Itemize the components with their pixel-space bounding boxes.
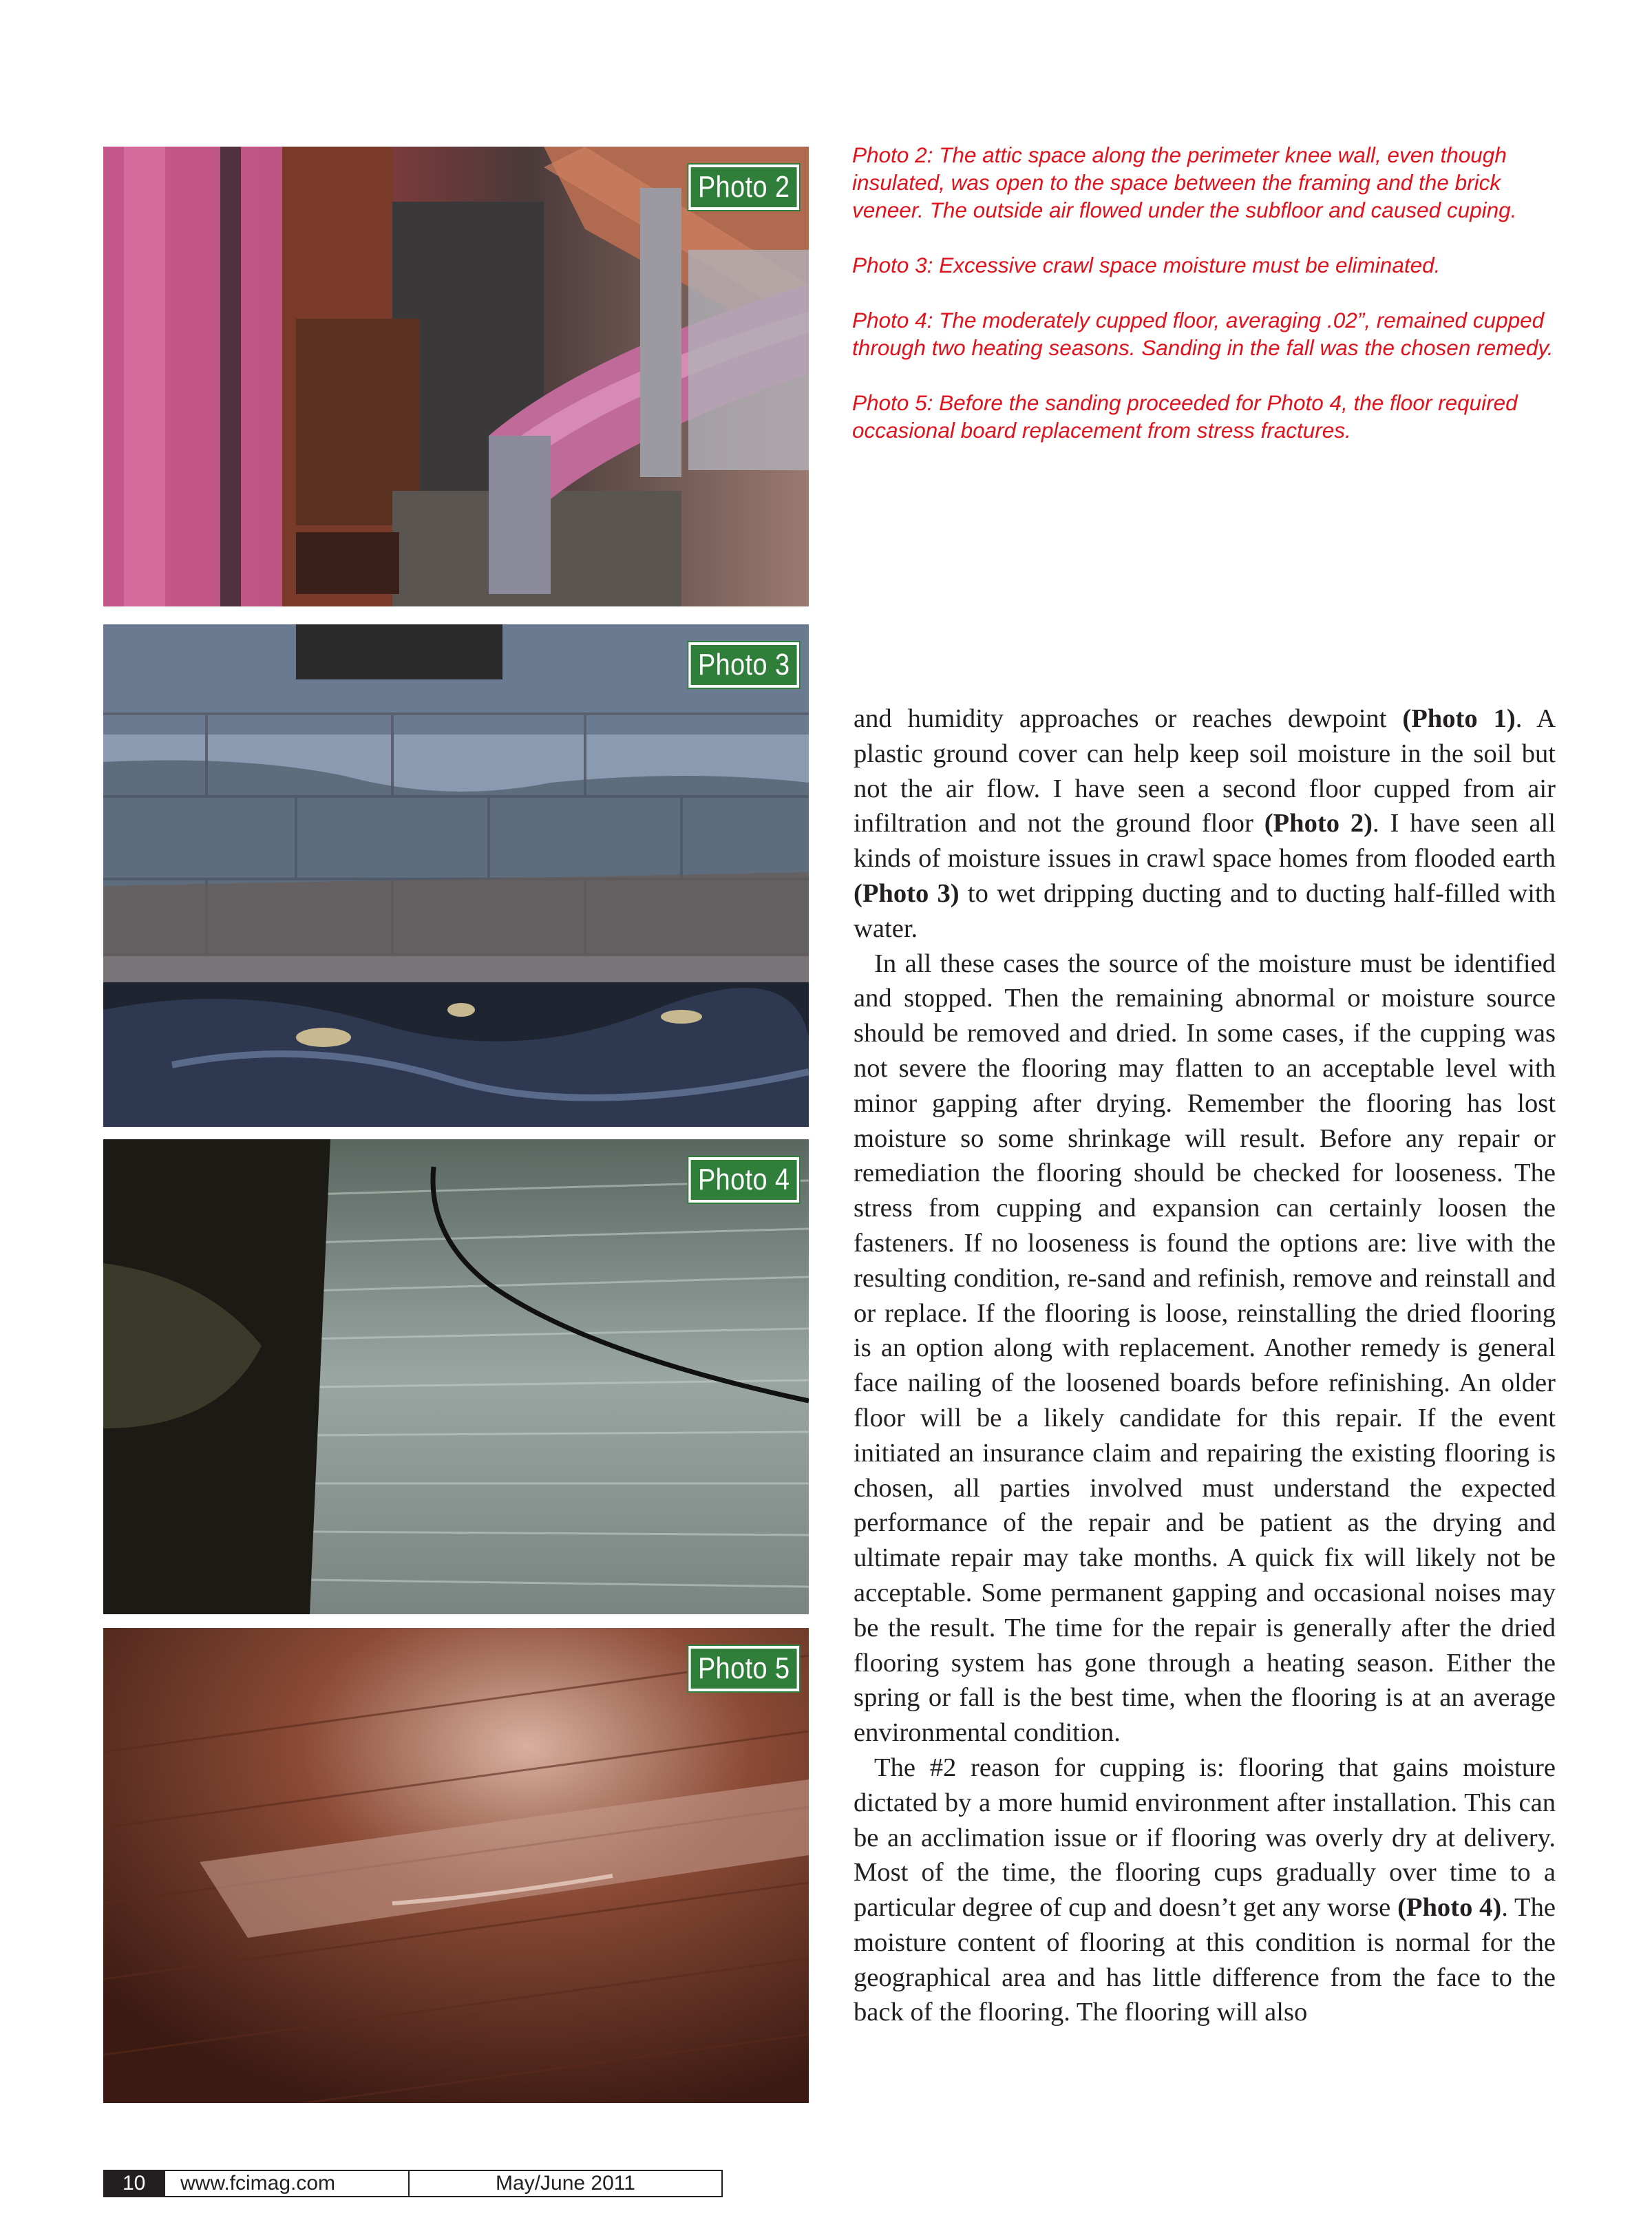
paragraph-2: In all these cases the source of the moisture must be identified and stopped. Then the remaining abnormal or moisture source should be removed and dried. In some cases, if the cupping was not severe the flooring may flatten to an acceptable level with minor gapping after drying. Remember the flooring has lost moisture so some shrinkage will result. Before any repair or remediation the flooring should be checked for looseness. The stress from cupping and expansion can certainly loosen the fasteners. If no looseness is found the options are: live with the resulting condition, re-sand and refinish, remove and reinstall and or replace. If the flooring is loose, reinstalling the dried flooring is an option along with replacement. Another remedy is general face nailing of the loosened boards before refinishing. An older floor will be a likely candidate for this repair. If the event initiated an insurance claim and repairing the existing flooring is chosen, all parties involved must understand the expected performance of the repair and be patient as the drying and ultimate repair may take months. A quick fix will likely not be acceptable. Some permanent gapping and occasional noises may be the result. The time for the repair is generally after the dried flooring system has gone through a heating season. Either the spring or fall is the best time, when the flooring is at an average environmental condition. [854,949,1556,1748]
caption-photo-3: Photo 3: Excessive crawl space moisture must be eliminated. [852,253,1441,277]
photo-5-board-replacement [103,1628,809,2103]
photo-4-cupped-floor [103,1139,809,1614]
text-run: . A plastic ground cover can help keep soil moisture in the soil but not the air flow. I have seen a second floor cupped from air infiltration and not the ground floor [854,704,1556,838]
photo-reference: (Photo 3) [854,878,960,908]
photo-label: Photo 5 [688,1646,799,1691]
photo-captions [852,141,1568,472]
photo-label: Photo 4 [688,1157,799,1203]
caption-photo-5: Photo 5: Before the sanding proceeded for Photo 4, the floor required occasional board replacement from stress fractures. [852,390,1518,443]
cupped-floor-image [103,1139,809,1614]
photo-reference: (Photo 1) [1402,704,1516,733]
photo-reference: (Photo 4) [1397,1893,1502,1923]
paragraph-3 [854,1751,1556,2030]
board-replacement-image [103,1628,809,2103]
text-run: . The moisture content of flooring at this condition is normal for the geographical area and has little difference from the face to the back of the flooring. The flooring will also [854,1893,1556,2027]
caption-photo-4: Photo 4: The moderately cupped floor, averaging .02”, remained cupped through two heating seasons. Sanding in the fall was the chosen remedy. [852,308,1554,360]
photo-reference: (Photo 2) [1264,809,1373,838]
photo-label: Photo 3 [688,642,799,688]
crawl-space-image [103,624,809,1127]
page-number: 10 [103,2170,165,2197]
paragraph-1 [854,701,1556,947]
attic-image [103,147,809,606]
text-run: to wet dripping ducting and to ducting half-filled with water. [854,878,1556,943]
text-run: and humidity approaches or reaches dewpoint [854,704,1403,733]
page-footer [103,2170,723,2197]
caption-photo-2: Photo 2: The attic space along the perimeter knee wall, even though insulated, was open to the space between the framing and the brick veneer. The outside air flowed under the subfloor and caused cuping. [852,142,1517,222]
article-body [854,701,1556,2030]
text-run: The #2 reason for cupping is: flooring that gains moisture dictated by a more humid environment after installation. This can be an acclimation issue or if flooring was overly dry at delivery. Most of the time, the flooring cups gradually over time to a particular degree of cup and doesn’t get any worse [854,1753,1556,1923]
text-run: . I have seen all kinds of moisture issues in crawl space homes from flooded earth [854,809,1556,874]
footer-date: May/June 2011 [410,2170,723,2197]
photo-3-crawl-space [103,624,809,1127]
footer-url: www.fcimag.com [165,2170,410,2197]
photo-label: Photo 2 [688,165,799,210]
photo-2-attic [103,147,809,606]
